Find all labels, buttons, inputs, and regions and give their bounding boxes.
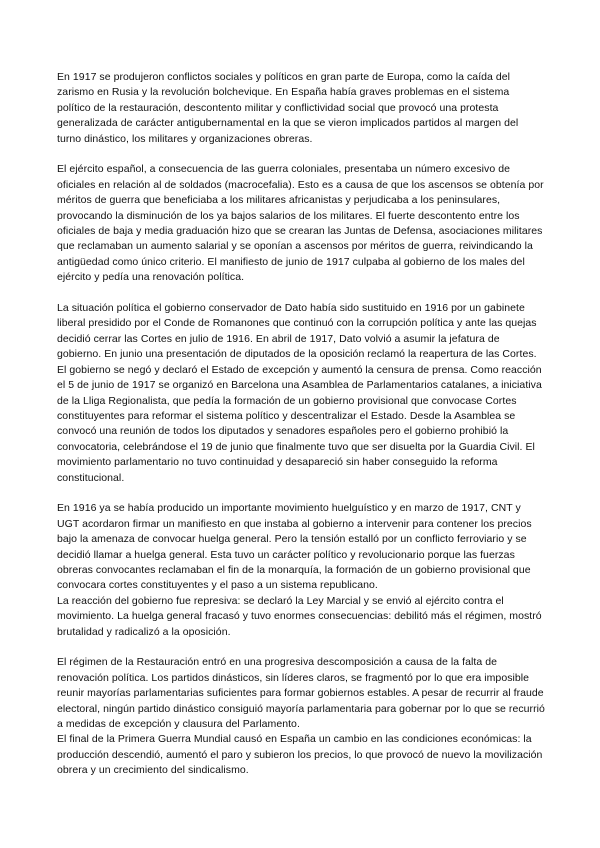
paragraph-huelga-general: En 1916 ya se había producido un importante movimiento huelguístico y en marzo de 1917, CNT y UGT acordaron firmar un manifiesto en que instaba al gobierno a intervenir para contener los precios bajo la amenaza de convocar huelga general. Pero la tensión estalló por un conflicto ferroviario y se decidió llamar a huelga general. Esta tuvo un carácter político y revolucionario porque las fuerzas obreras convocantes reclamaban el fin de la monarquía, la formación de un gobierno provisional que convocara cortes constituyentes y el paso a un sistema republicano. — [57, 502, 532, 592]
paragraph-primera-guerra-mundial: El final de la Primera Guerra Mundial causó en España un cambio en las condiciones económicas: la producción descendió, aumentó el paro y subieron los precios, lo que provocó de nuevo la movilización obrera y un crecimiento del sindicalismo. — [57, 733, 543, 777]
paragraph-crisis-1917: En 1917 se produjeron conflictos sociales y políticos en gran parte de Europa, como la caída del zarismo en Rusia y la revolución bolchevique. En España había graves problemas en el sistema político de la restauración, descontento militar y conflictividad social que provocó una protesta generalizada de carácter antigubernamental en la que se vieron implicados partidos al margen del turno dinástico, los militares y organizaciones obreras. — [57, 71, 519, 145]
paragraph-descomposicion-restauracion: El régimen de la Restauración entró en una progresiva descomposición a causa de la falta de renovación política. Los partidos dinásticos, sin líderes claros, se fragmentó por lo que era imposible reunir mayorías parlamentarias suficientes para formar gobiernos estables. A pesar de recurrir al fraude electoral, ningún partido dinástico consiguió mayoría parlamentaria para gobernar por lo que se recurrió a medidas de excepción y clausura del Parlamento. — [57, 656, 545, 730]
document-body — [57, 70, 545, 794]
paragraph-reaccion-gobierno: La reacción del gobierno fue represiva: se declaró la Ley Marcial y se envió al ejército contra el movimiento. La huelga general fracasó y tuvo enormes consecuencias: debilitó más el régimen, mostró brutalidad y radicalizó a la oposición. — [57, 594, 542, 638]
paragraph-ejercito: El ejército español, a consecuencia de las guerra coloniales, presentaba un número excesivo de oficiales en relación al de soldados (macrocefalia). Esto es a causa de que los ascensos se obtenía por méritos de guerra que beneficiaba a los militares africanistas y perjudicaba a los peninsulares, provocando la disminución de los ya bajos salarios de los militares. El fuerte descontento entre los oficiales de baja y media graduación hizo que se crearan las Juntas de Defensa, asociaciones militares que reclamaban un aumento salarial y se oponían a ascensos por méritos de guerra, reivindicando la antigüedad como único criterio. El manifiesto de junio de 1917 culpaba al gobierno de los males del ejército y pedía una renovación política. — [57, 163, 544, 284]
paragraph-situacion-politica: La situación política el gobierno conservador de Dato había sido sustituido en 1916 por un gabinete liberal presidido por el Conde de Romanones que continuó con la corrupción política y ante las quejas decidió cerrar las Cortes en julio de 1916. En abril de 1917, Dato volvió a asumir la jefatura de gobierno. En junio una presentación de diputados de la oposición reclamó la reapertura de las Cortes. El gobierno se negó y declaró el Estado de excepción y aumentó la censura de prensa. Como reacción el 5 de junio de 1917 se organizó en Barcelona una Asamblea de Parlamentarios catalanes, a iniciativa de la Lliga Regionalista, que pedía la formación de un gobierno provisional que convocase Cortes constituyentes para reformar el sistema político y descentralizar el Estado. Desde la Asamblea se convocó una reunión de todos los diputados y senadores españoles pero el gobierno prohibió la convocatoria, celebrándose el 19 de junio que finalmente tuvo que ser disuelta por la Guardia Civil. El movimiento parlamentario no tuvo continuidad y desapareció sin haber conseguido la reforma constitucional. — [57, 302, 542, 484]
